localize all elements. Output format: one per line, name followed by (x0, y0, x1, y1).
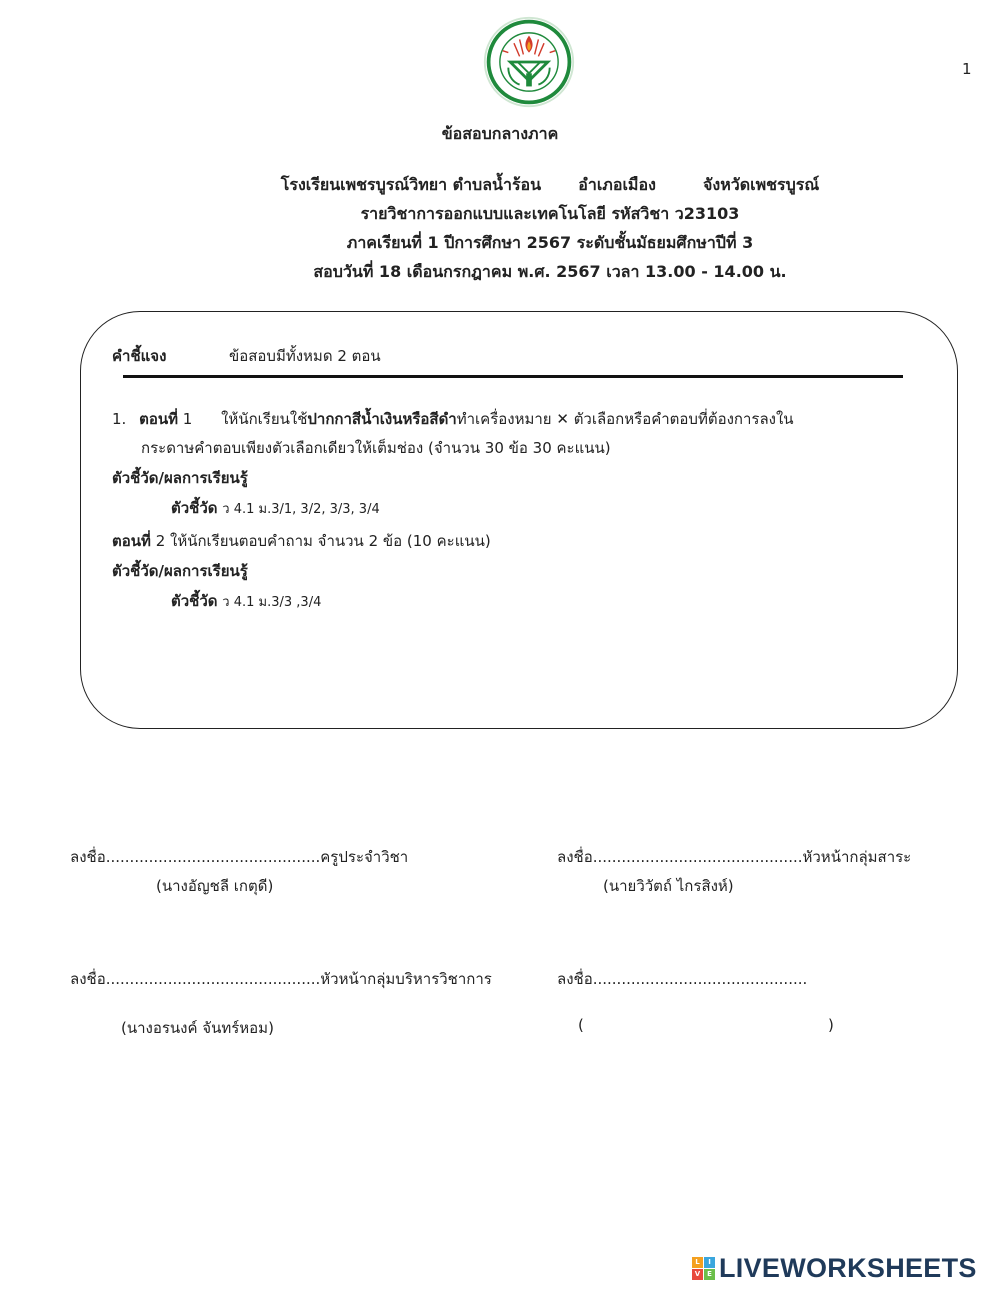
grid-letter-i: I (704, 1257, 715, 1268)
page-number: 1 (962, 60, 972, 78)
grid-letter-v: V (692, 1269, 703, 1280)
indicator-2 (171, 589, 321, 613)
fourth-name-close-paren: ) (828, 1016, 834, 1034)
fourth-signature-line: ลงชื่อ............................................. (557, 970, 808, 988)
instructions-box (80, 311, 958, 729)
instructions-summary: ข้อสอบมีทั้งหมด 2 ตอน (229, 347, 381, 365)
part1-number: 1. (112, 410, 127, 428)
teacher-name: (นางอัญชลี เกตุดี) (156, 877, 274, 895)
term-line: ภาคเรียนที่ 1 ปีการศึกษา 2567 ระดับชั้นมัธยมศึกษาปีที่ 3 (346, 233, 754, 252)
instructions-label: คำชี้แจง (112, 347, 167, 365)
indicator-heading-1: ตัวชี้วัด/ผลการเรียนรู้ (112, 469, 248, 487)
grid-letter-e: E (704, 1269, 715, 1280)
liveworksheets-wordmark: LIVEWORKSHEETS (719, 1253, 977, 1283)
liveworksheets-logo (692, 1253, 977, 1284)
indicator-1-label: ตัวชี้วัด (171, 499, 218, 517)
part1-label-number: 1 (182, 410, 193, 428)
indicator-2-value: ว 4.1 ม.3/3 ,3/4 (222, 595, 322, 610)
exam-date-line: สอบวันที่ 18 เดือนกรกฎาคม พ.ศ. 2567 เวลา 13.00 - 14.00 น. (313, 262, 787, 281)
school-name: โรงเรียนเพชรบูรณ์วิทยา ตำบลน้ำร้อน (280, 175, 542, 194)
indicator-1 (171, 496, 380, 520)
indicator-heading-2: ตัวชี้วัด/ผลการเรียนรู้ (112, 562, 248, 580)
part2-text: 2 ให้นักเรียนตอบคำถาม จำนวน 2 ข้อ (10 คะแนน) (155, 532, 491, 550)
subject-line: รายวิชาการออกแบบและเทคโนโลยี รหัสวิชา ว23103 (360, 204, 740, 223)
academic-head-name: (นางอรนงค์ จันทร์หอม) (121, 1019, 274, 1037)
part1-line2: กระดาษคำตอบเพียงตัวเลือกเดียวให้เต็มช่อง (จำนวน 30 ข้อ 30 คะแนน) (141, 439, 611, 457)
part1-line1 (112, 407, 794, 431)
liveworksheets-grid-icon (692, 1257, 715, 1280)
fourth-name-open-paren: ( (578, 1016, 584, 1034)
dept-head-name: (นายวิวัตถ์ ไกรสิงห์) (603, 877, 734, 895)
part2-label: ตอนที่ (112, 532, 151, 550)
divider (123, 375, 903, 378)
school-line (150, 173, 950, 198)
teacher-signature-line: ลงชื่อ.............................................ครูประจำวิชา (70, 848, 409, 866)
exam-title: ข้อสอบกลางภาค (441, 124, 559, 143)
school-seal-icon (482, 15, 576, 109)
part1-label: ตอนที่ (139, 410, 178, 428)
part1-text-a: ให้นักเรียนใช้ (221, 410, 308, 428)
part1-text-b: ทำเครื่องหมาย ✕ ตัวเลือกหรือคำตอบที่ต้องการลงใน (456, 410, 794, 428)
dept-head-signature-line: ลงชื่อ............................................หัวหน้ากลุ่มสาระ (557, 848, 912, 866)
part1-text-bold: ปากกาสีน้ำเงินหรือสีดำ (307, 410, 457, 428)
academic-head-signature-line: ลงชื่อ.............................................หัวหน้ากลุ่มบริหารวิชาการ (70, 970, 492, 988)
indicator-2-label: ตัวชี้วัด (171, 592, 218, 610)
indicator-1-value: ว 4.1 ม.3/1, 3/2, 3/3, 3/4 (222, 502, 380, 517)
district-name: อำเภอเมือง (578, 175, 656, 194)
part2-line (112, 529, 491, 553)
grid-letter-l: L (692, 1257, 703, 1268)
province-name: จังหวัดเพชรบูรณ์ (703, 175, 820, 194)
